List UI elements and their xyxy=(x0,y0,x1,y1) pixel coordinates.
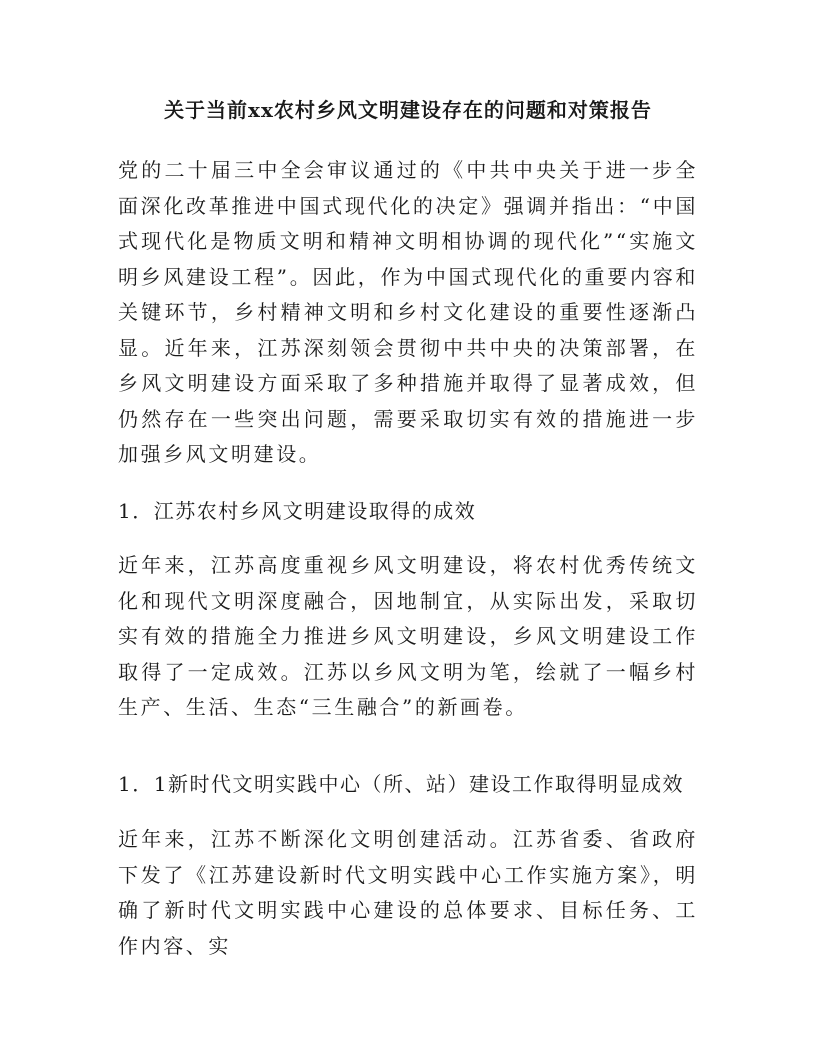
section-1-paragraph: 近年来，江苏高度重视乡风文明建设，将农村优秀传统文化和现代文明深度融合，因地制宜，从实际出发，采取切实有效的措施全力推进乡风文明建设，乡风文明建设工作取得了一定成效。江苏以乡风文明为笔，绘就了一幅乡村生产、生活、生态“三生融合”的新画卷。 xyxy=(118,553,698,719)
document-title: 关于当前xx农村乡风文明建设存在的问题和对策报告 xyxy=(164,98,652,122)
intro-paragraph: 党的二十届三中全会审议通过的《中共中央关于进一步全面深化改革推进中国式现代化的决定》强调并指出：“中国式现代化是物质文明和精神文明相协调的现代化”“实施文明乡风建设工程”。因此，作为中国式现代化的重要内容和关键环节，乡村精神文明和乡村文化建设的重要性逐渐凸显。近年来，江苏深刻领会贯彻中共中央的决策部署，在乡风文明建设方面采取了多种措施并取得了显著成效，但仍然存在一些突出问题，需要采取切实有效的措施进一步加强乡风文明建设。 xyxy=(118,158,698,466)
subsection-heading-1-1: 1．1新时代文明实践中心（所、站）建设工作取得明显成效 xyxy=(118,772,684,796)
subsection-1-1-paragraph: 近年来，江苏不断深化文明创建活动。江苏省委、省政府下发了《江苏建设新时代文明实践中心工作实施方案》，明确了新时代文明实践中心建设的总体要求、目标任务、工作内容、实 xyxy=(118,827,698,958)
section-heading-1: 1．江苏农村乡风文明建设取得的成效 xyxy=(118,499,477,523)
